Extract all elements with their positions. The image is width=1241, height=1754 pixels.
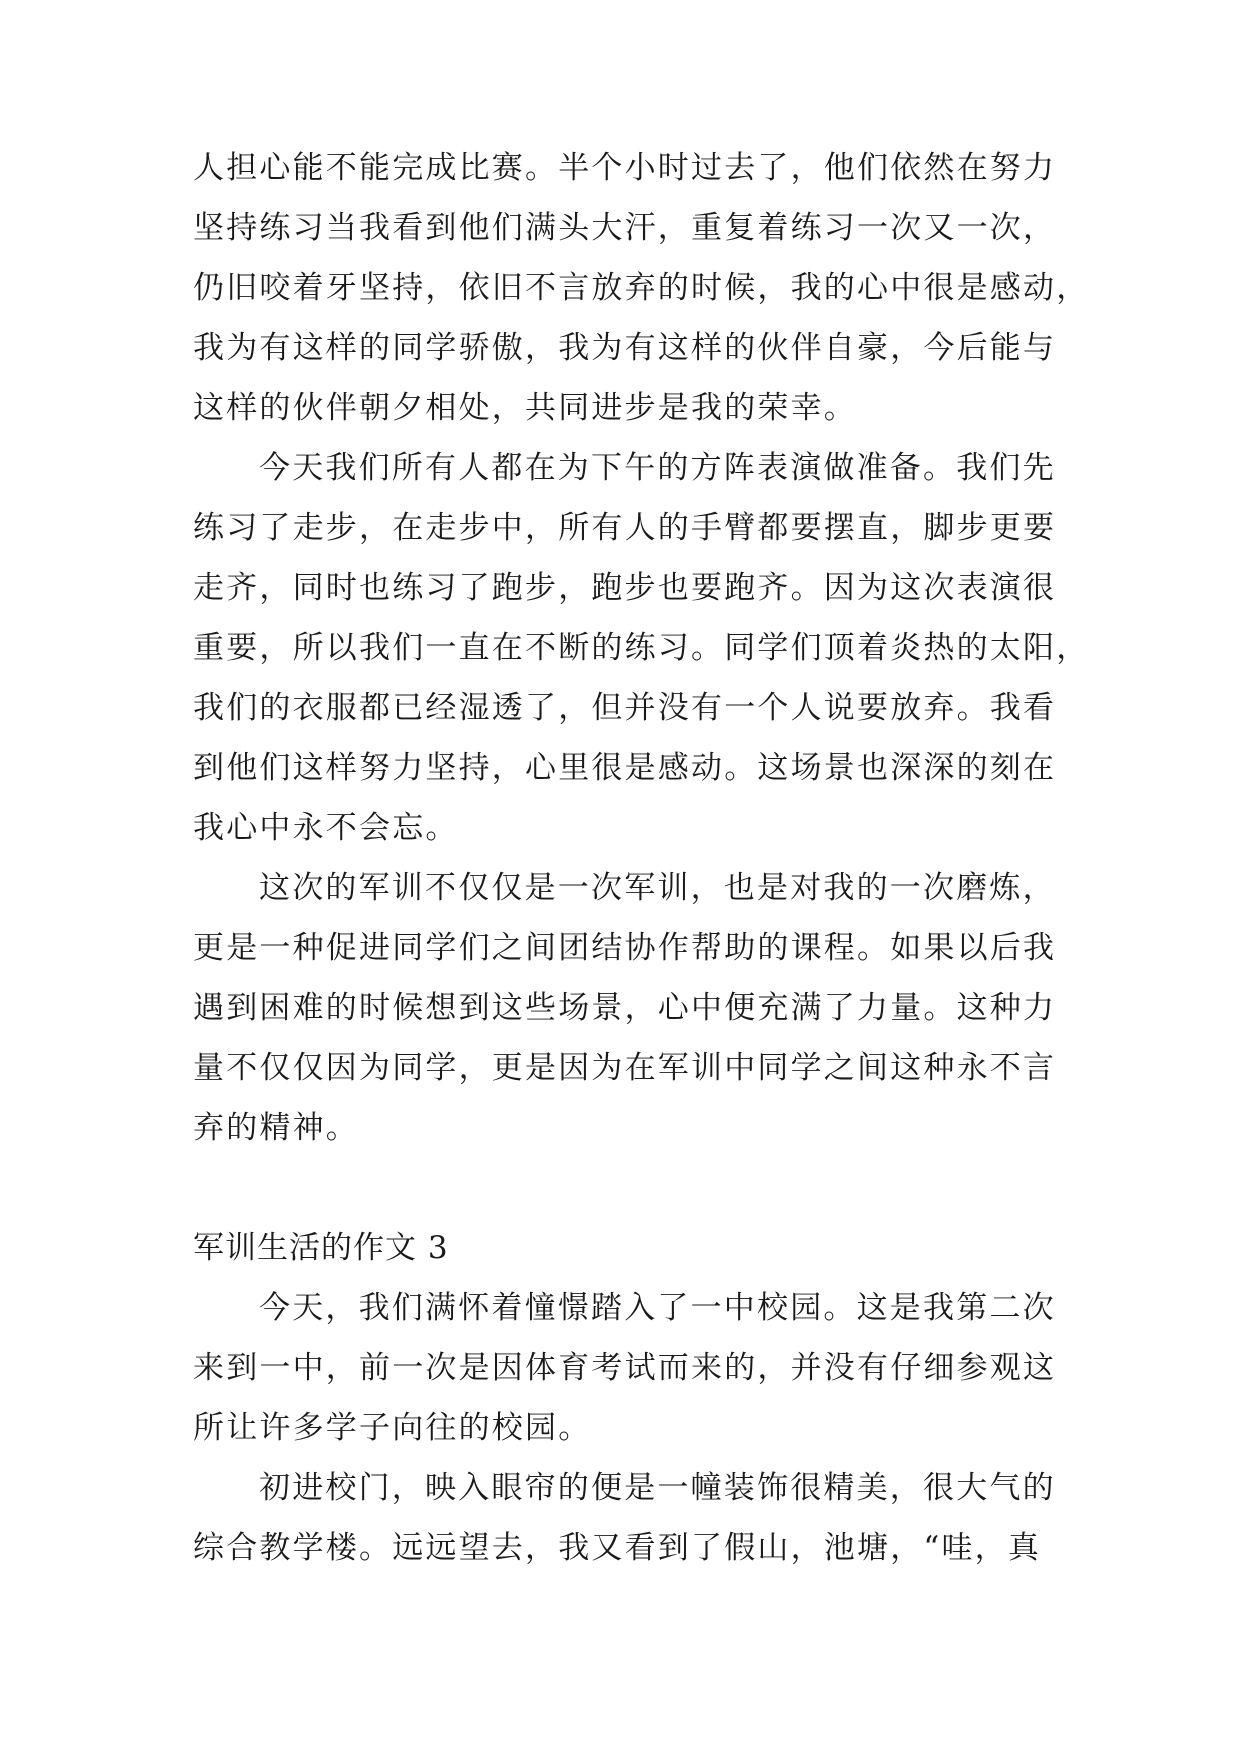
paragraph-3-line-3: 遇到困难的时候想到这些场景，心中便充满了力量。这种力 — [193, 990, 1057, 1026]
paragraph-5-line-1: 初进校门，映入眼帘的便是一幢装饰很精美，很大气的 — [259, 1470, 1056, 1506]
paragraph-4-line-2: 来到一中，前一次是因体育考试而来的，并没有仔细参观这 — [193, 1350, 1057, 1386]
paragraph-1-line-1: 人担心能不能完成比赛。半个小时过去了，他们依然在努力 — [193, 150, 1057, 186]
document-page — [193, 0, 1090, 1754]
paragraph-5-line-2: 综合教学楼。远远望去，我又看到了假山，池塘，“哇，真 — [193, 1530, 1042, 1566]
paragraph-2-line-3: 走齐，同时也练习了跑步，跑步也要跑齐。因为这次表演很 — [193, 570, 1057, 606]
paragraph-1-line-2: 坚持练习当我看到他们满头大汗，重复着练习一次又一次， — [193, 210, 1057, 246]
paragraph-2-line-2: 练习了走步，在走步中，所有人的手臂都要摆直，脚步更要 — [193, 510, 1057, 546]
paragraph-1-line-3: 仍旧咬着牙坚持，依旧不言放弃的时候，我的心中很是感动， — [193, 270, 1090, 306]
paragraph-3-line-1: 这次的军训不仅仅是一次军训，也是对我的一次磨炼， — [259, 870, 1056, 906]
paragraph-2-line-6: 到他们这样努力坚持，心里很是感动。这场景也深深的刻在 — [193, 750, 1057, 786]
paragraph-2-line-7: 我心中永不会忘。 — [193, 810, 459, 846]
paragraph-4-line-3: 所让许多学子向往的校园。 — [193, 1410, 592, 1446]
paragraph-2-line-1: 今天我们所有人都在为下午的方阵表演做准备。我们先 — [259, 450, 1056, 486]
paragraph-2-line-4: 重要，所以我们一直在不断的练习。同学们顶着炎热的太阳， — [193, 630, 1090, 666]
paragraph-2-line-5: 我们的衣服都已经湿透了，但并没有一个人说要放弃。我看 — [193, 690, 1057, 726]
paragraph-1-line-5: 这样的伙伴朝夕相处，共同进步是我的荣幸。 — [193, 390, 857, 426]
paragraph-3-line-5: 弃的精神。 — [193, 1110, 359, 1146]
paragraph-3-line-4: 量不仅仅因为同学，更是因为在军训中同学之间这种永不言 — [193, 1050, 1057, 1086]
paragraph-4-line-1: 今天，我们满怀着憧憬踏入了一中校园。这是我第二次 — [259, 1290, 1056, 1326]
paragraph-1-line-4: 我为有这样的同学骄傲，我为有这样的伙伴自豪，今后能与 — [193, 330, 1057, 366]
paragraph-3-line-2: 更是一种促进同学们之间团结协作帮助的课程。如果以后我 — [193, 930, 1057, 966]
section-heading: 军训生活的作文 3 — [193, 1230, 449, 1266]
